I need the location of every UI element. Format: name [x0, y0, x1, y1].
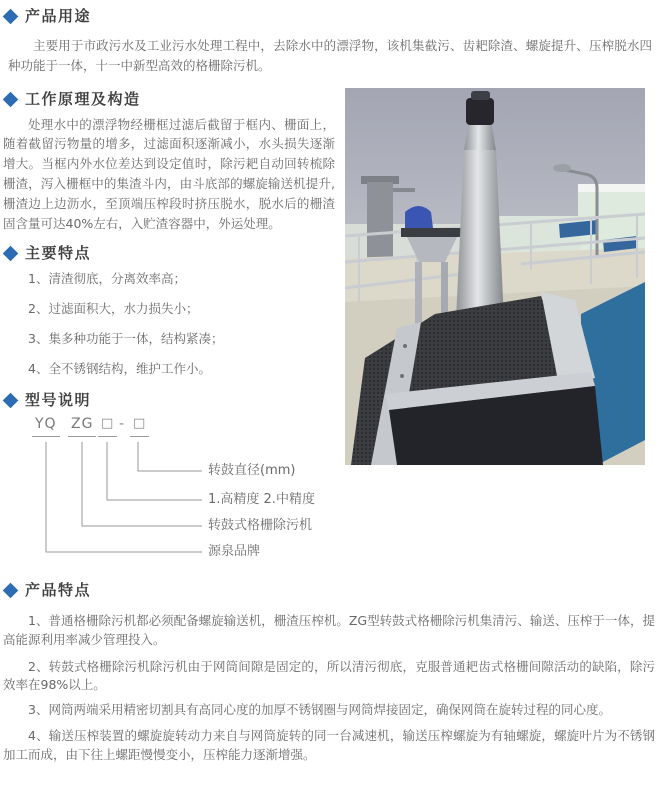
diamond-bullet-icon — [3, 9, 19, 25]
product-feature-paragraph: 3、网筒两端采用精密切割具有高同心度的加厚不锈钢圈与网筒焊接固定，确保网筒在旋转过程的同心度。 — [28, 701, 611, 717]
feature-item: 1、清渣彻底，分离效率高； — [28, 271, 186, 287]
section-title: 产品特点 — [25, 581, 92, 600]
diamond-bullet-icon — [3, 393, 19, 409]
section-header-product-features — [3, 582, 660, 599]
equipment-photo — [345, 88, 645, 465]
model-label-brand: 源泉品牌 — [208, 544, 261, 560]
product-feature-paragraph: 2、转鼓式格栅除污机除污机由于网筒间隙是固定的，所以清污彻底，克服普通耙齿式格栅间隙活动的缺陷，除污效率在98%以上。 — [3, 658, 655, 693]
model-code-box-precision: □ — [98, 416, 117, 437]
model-label-machine-type: 转鼓式格栅除污机 — [208, 518, 313, 534]
section-title: 主要特点 — [25, 244, 92, 263]
diamond-bullet-icon — [3, 91, 19, 107]
equipment-photo-graphic — [345, 88, 645, 465]
model-code-brand: YQ — [32, 416, 60, 437]
section-header-product-use — [3, 8, 660, 25]
product-feature-paragraph: 4、输送压榨装置的螺旋旋转动力来自与网筒旋转的同一台减速机，输送压榨螺旋为有轴螺旋，螺旋叶片为不锈钢加工而成，由下往上螺距慢慢变小，压榨能力逐渐增强。 — [3, 728, 655, 762]
model-code-type: ZG — [68, 416, 96, 437]
feature-item: 3、集多种功能于一体，结构紧凑； — [28, 331, 224, 347]
product-feature-paragraph: 1、普通格栅除污机都必须配备螺旋输送机，栅渣压榨机。ZG型转鼓式格栅除污机集清污、输送、压榨于一体，提高能源利用率减少管理投入。 — [3, 613, 655, 647]
section-title: 型号说明 — [25, 391, 92, 410]
model-label-drum-diameter: 转鼓直径(mm) — [208, 463, 296, 479]
principle-paragraph: 处理水中的漂浮物经栅框过滤后截留于框内、栅面上，随着截留污物量的增多，过滤面积逐渐减小，水头损失逐渐增大。当框内外水位差达到设定值时，除污耙自动回转梳除栅渣，泻入栅框中的集渣斗内，由斗底部的螺旋输送机提升,栅渣边上边沥水，至顶端压榨段时挤压脱水，脱水后的栅渣固含量可达40%左右，入贮渣容器中，外运处理。 — [3, 116, 335, 231]
section-title: 工作原理及构造 — [25, 89, 141, 108]
feature-item: 2、过滤面积大，水力损失小； — [28, 301, 199, 317]
diamond-bullet-icon — [3, 583, 19, 599]
model-code-box-diameter: □ — [130, 416, 149, 437]
model-connector-lines — [30, 442, 210, 562]
model-code-dash: - — [119, 416, 126, 433]
feature-item: 4、全不锈钢结构，维护工作小。 — [28, 361, 211, 377]
model-label-precision: 1.高精度 2.中精度 — [208, 492, 315, 508]
model-code-diagram — [30, 416, 360, 568]
product-use-paragraph: 主要用于市政污水及工业污水处理工程中，去除水中的漂浮物，该机集截污、齿耙除渣、螺旋提升、压榨脱水四种功能于一体，十一中新型高效的格栅除污机。 — [8, 38, 652, 73]
diamond-bullet-icon — [3, 246, 19, 262]
section-title: 产品用途 — [25, 7, 92, 25]
